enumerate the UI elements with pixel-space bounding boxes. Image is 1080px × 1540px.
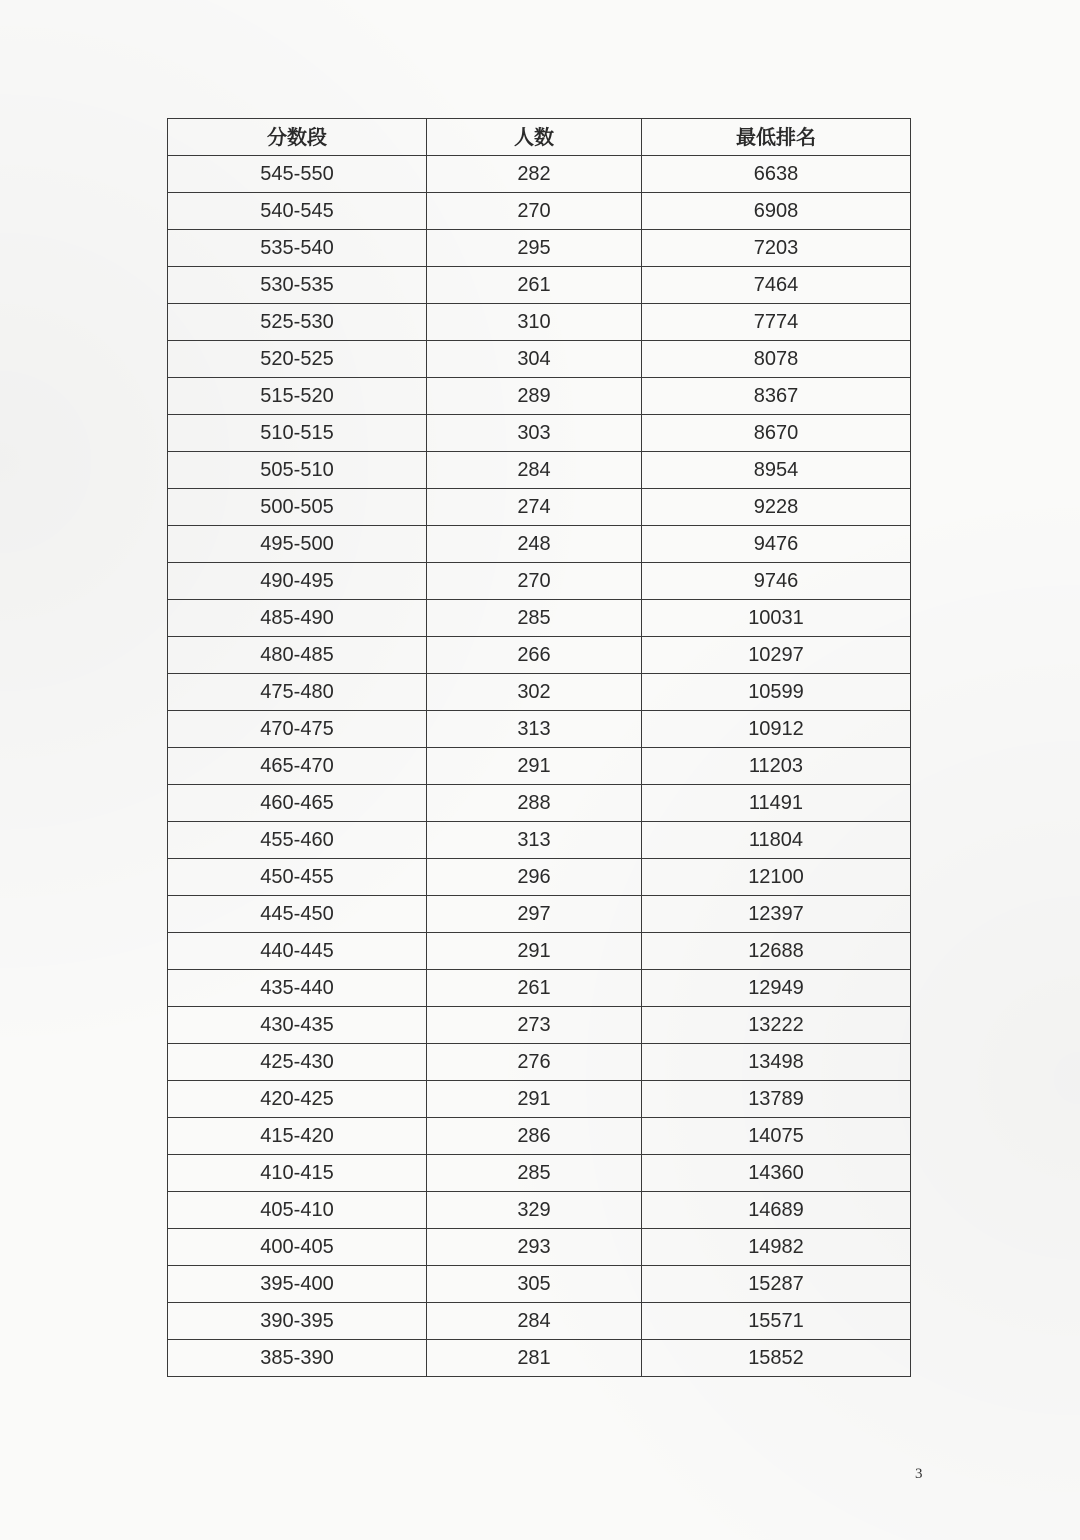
count-cell: 310: [427, 304, 642, 341]
table-row: [168, 341, 911, 378]
table-row: [168, 1155, 911, 1192]
table-row: [168, 1303, 911, 1340]
table-row: [168, 1266, 911, 1303]
table-body: [168, 156, 911, 1377]
lowest-rank-cell: 8078: [642, 341, 911, 378]
score-range-cell: 425-430: [168, 1044, 427, 1081]
table-row: [168, 489, 911, 526]
lowest-rank-cell: 12100: [642, 859, 911, 896]
table-row: [168, 1007, 911, 1044]
lowest-rank-cell: 11203: [642, 748, 911, 785]
count-cell: 285: [427, 1155, 642, 1192]
score-range-cell: 435-440: [168, 970, 427, 1007]
header-lowest-rank: 最低排名: [642, 119, 911, 156]
lowest-rank-cell: 11491: [642, 785, 911, 822]
lowest-rank-cell: 12949: [642, 970, 911, 1007]
score-range-cell: 490-495: [168, 563, 427, 600]
count-cell: 293: [427, 1229, 642, 1266]
lowest-rank-cell: 10599: [642, 674, 911, 711]
table-row: [168, 748, 911, 785]
score-range-cell: 440-445: [168, 933, 427, 970]
table-row: [168, 970, 911, 1007]
count-cell: 289: [427, 378, 642, 415]
count-cell: 286: [427, 1118, 642, 1155]
lowest-rank-cell: 7774: [642, 304, 911, 341]
table-row: [168, 674, 911, 711]
score-range-cell: 400-405: [168, 1229, 427, 1266]
count-cell: 276: [427, 1044, 642, 1081]
score-range-cell: 465-470: [168, 748, 427, 785]
lowest-rank-cell: 14075: [642, 1118, 911, 1155]
table-row: [168, 156, 911, 193]
lowest-rank-cell: 12397: [642, 896, 911, 933]
lowest-rank-cell: 9746: [642, 563, 911, 600]
count-cell: 302: [427, 674, 642, 711]
table-row: [168, 1081, 911, 1118]
table-row: [168, 230, 911, 267]
table-row: [168, 1229, 911, 1266]
lowest-rank-cell: 6638: [642, 156, 911, 193]
score-range-cell: 475-480: [168, 674, 427, 711]
lowest-rank-cell: 14982: [642, 1229, 911, 1266]
lowest-rank-cell: 15287: [642, 1266, 911, 1303]
table-row: [168, 600, 911, 637]
count-cell: 296: [427, 859, 642, 896]
lowest-rank-cell: 14360: [642, 1155, 911, 1192]
lowest-rank-cell: 13498: [642, 1044, 911, 1081]
lowest-rank-cell: 9476: [642, 526, 911, 563]
lowest-rank-cell: 10912: [642, 711, 911, 748]
score-range-cell: 545-550: [168, 156, 427, 193]
count-cell: 266: [427, 637, 642, 674]
score-range-cell: 455-460: [168, 822, 427, 859]
score-range-cell: 395-400: [168, 1266, 427, 1303]
lowest-rank-cell: 14689: [642, 1192, 911, 1229]
lowest-rank-cell: 8367: [642, 378, 911, 415]
table-row: [168, 526, 911, 563]
score-range-cell: 405-410: [168, 1192, 427, 1229]
count-cell: 284: [427, 452, 642, 489]
score-range-cell: 450-455: [168, 859, 427, 896]
count-cell: 282: [427, 156, 642, 193]
table-row: [168, 193, 911, 230]
lowest-rank-cell: 7464: [642, 267, 911, 304]
count-cell: 284: [427, 1303, 642, 1340]
table-row: [168, 1340, 911, 1377]
count-cell: 248: [427, 526, 642, 563]
lowest-rank-cell: 15852: [642, 1340, 911, 1377]
score-range-cell: 495-500: [168, 526, 427, 563]
table-row: [168, 267, 911, 304]
table-row: [168, 1044, 911, 1081]
header-count: 人数: [427, 119, 642, 156]
table-row: [168, 896, 911, 933]
score-range-cell: 390-395: [168, 1303, 427, 1340]
score-range-cell: 385-390: [168, 1340, 427, 1377]
table-row: [168, 822, 911, 859]
score-range-cell: 480-485: [168, 637, 427, 674]
count-cell: 274: [427, 489, 642, 526]
table-row: [168, 452, 911, 489]
score-range-cell: 505-510: [168, 452, 427, 489]
table-header-row: [168, 119, 911, 156]
count-cell: 291: [427, 1081, 642, 1118]
count-cell: 288: [427, 785, 642, 822]
page-number: 3: [915, 1466, 923, 1482]
count-cell: 313: [427, 711, 642, 748]
score-range-cell: 485-490: [168, 600, 427, 637]
count-cell: 297: [427, 896, 642, 933]
lowest-rank-cell: 9228: [642, 489, 911, 526]
count-cell: 304: [427, 341, 642, 378]
count-cell: 295: [427, 230, 642, 267]
count-cell: 313: [427, 822, 642, 859]
score-range-cell: 415-420: [168, 1118, 427, 1155]
lowest-rank-cell: 8670: [642, 415, 911, 452]
lowest-rank-cell: 11804: [642, 822, 911, 859]
count-cell: 273: [427, 1007, 642, 1044]
score-range-cell: 410-415: [168, 1155, 427, 1192]
lowest-rank-cell: 13789: [642, 1081, 911, 1118]
lowest-rank-cell: 13222: [642, 1007, 911, 1044]
score-range-cell: 515-520: [168, 378, 427, 415]
count-cell: 291: [427, 933, 642, 970]
count-cell: 270: [427, 563, 642, 600]
count-cell: 270: [427, 193, 642, 230]
count-cell: 305: [427, 1266, 642, 1303]
table-row: [168, 1192, 911, 1229]
score-range-cell: 530-535: [168, 267, 427, 304]
lowest-rank-cell: 6908: [642, 193, 911, 230]
score-range-cell: 525-530: [168, 304, 427, 341]
table-row: [168, 304, 911, 341]
score-range-cell: 460-465: [168, 785, 427, 822]
score-range-cell: 520-525: [168, 341, 427, 378]
score-range-cell: 445-450: [168, 896, 427, 933]
score-range-cell: 470-475: [168, 711, 427, 748]
count-cell: 329: [427, 1192, 642, 1229]
score-range-cell: 420-425: [168, 1081, 427, 1118]
count-cell: 281: [427, 1340, 642, 1377]
lowest-rank-cell: 8954: [642, 452, 911, 489]
score-range-cell: 535-540: [168, 230, 427, 267]
table-row: [168, 637, 911, 674]
score-range-cell: 540-545: [168, 193, 427, 230]
table-row: [168, 859, 911, 896]
score-rank-table: [167, 118, 911, 1377]
lowest-rank-cell: 10297: [642, 637, 911, 674]
table-row: [168, 785, 911, 822]
score-range-cell: 500-505: [168, 489, 427, 526]
header-score-range: 分数段: [168, 119, 427, 156]
table-row: [168, 711, 911, 748]
count-cell: 261: [427, 970, 642, 1007]
count-cell: 291: [427, 748, 642, 785]
lowest-rank-cell: 12688: [642, 933, 911, 970]
table-row: [168, 378, 911, 415]
count-cell: 303: [427, 415, 642, 452]
table-row: [168, 563, 911, 600]
table-row: [168, 415, 911, 452]
count-cell: 261: [427, 267, 642, 304]
count-cell: 285: [427, 600, 642, 637]
lowest-rank-cell: 15571: [642, 1303, 911, 1340]
table-row: [168, 933, 911, 970]
table-row: [168, 1118, 911, 1155]
lowest-rank-cell: 10031: [642, 600, 911, 637]
score-range-cell: 510-515: [168, 415, 427, 452]
lowest-rank-cell: 7203: [642, 230, 911, 267]
score-range-cell: 430-435: [168, 1007, 427, 1044]
